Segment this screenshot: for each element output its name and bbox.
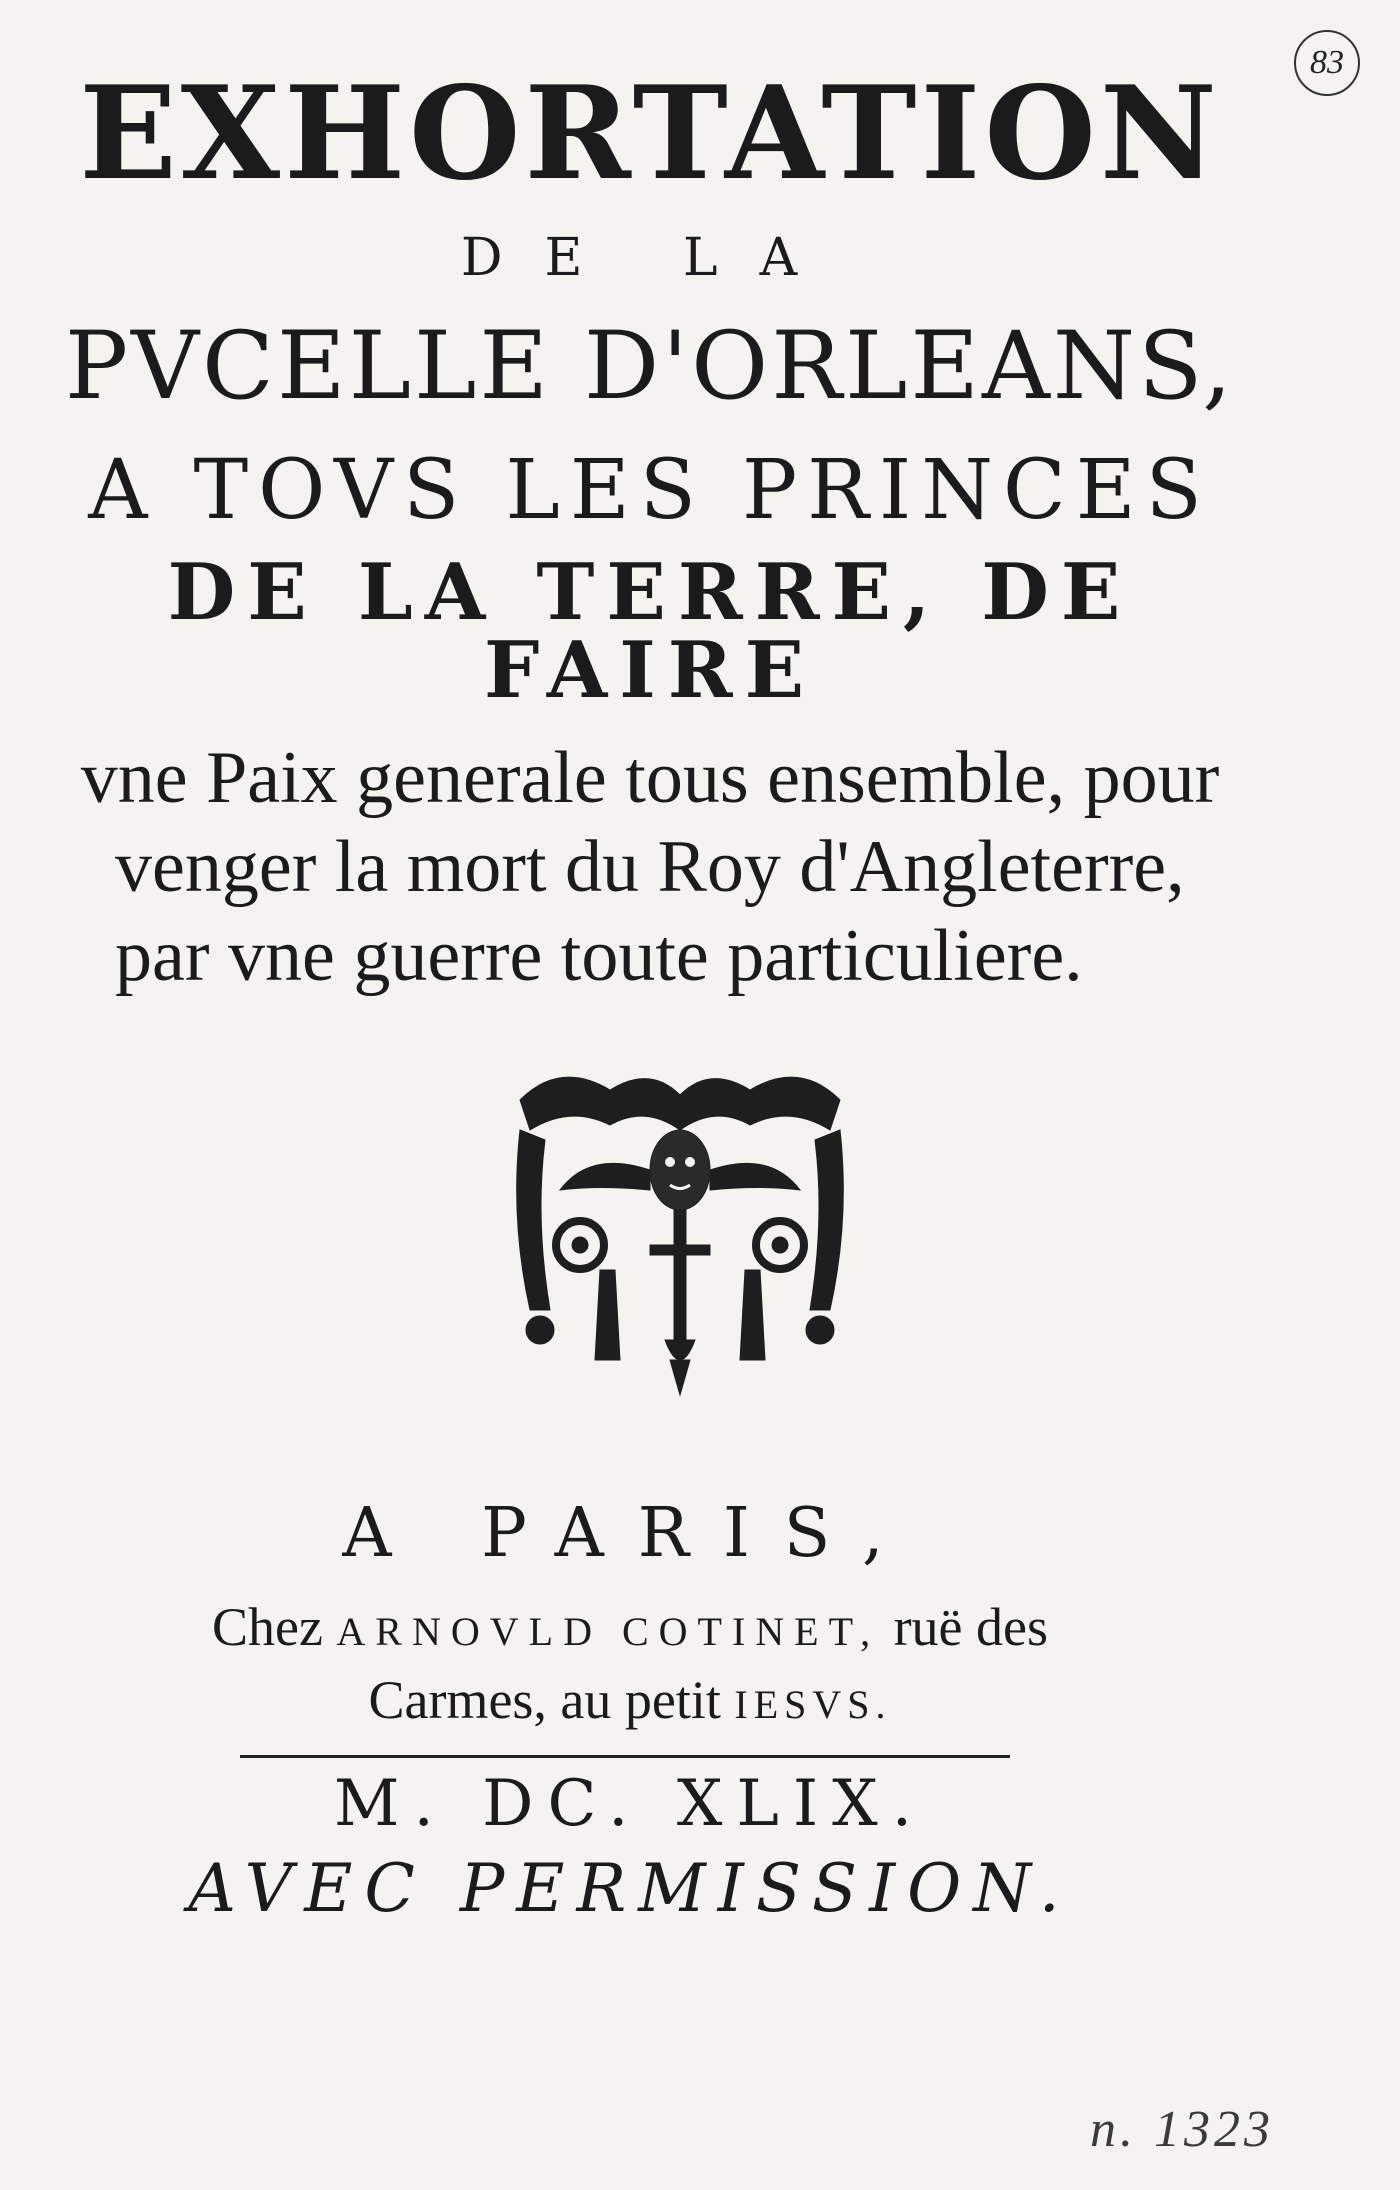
title-block [60, 59, 1240, 1000]
title-line-1: EXHORTATION [79, 59, 1221, 209]
title-line-4: A TOVS LES PRINCES [88, 443, 1212, 538]
title-body-line-2: venger la mort du Roy d'Angleterre, [115, 825, 1185, 908]
imprint-date: M. DC. XLIX. [333, 1766, 927, 1841]
folio-number-text: 83 [1310, 44, 1344, 81]
title-body-line-1: vne Paix generale tous ensemble, pour [80, 737, 1220, 819]
imprint-place: A PARIS, [342, 1494, 918, 1573]
imprint-permission: AVEC PERMISSION. [188, 1849, 1072, 1927]
publisher-suffix: ruë des [893, 1597, 1049, 1657]
shelfmark: n. 1323 [1090, 2101, 1274, 2158]
folio-number [1294, 30, 1360, 96]
title-body [60, 734, 1240, 1000]
title-line-3: PVCELLE D'ORLEANS, [64, 312, 1236, 421]
printers-ornament [500, 1060, 860, 1400]
publisher-prefix: Chez [211, 1597, 323, 1657]
address-sign: IESVS. [734, 1682, 892, 1728]
publisher-name: ARNOVLD COTINET, [336, 1609, 881, 1654]
title-body-line-3: par vne guerre toute particuliere. [115, 914, 1083, 997]
title-line-2: DE LA [460, 228, 840, 288]
title-line-5: DE LA TERRE, DE FAIRE [167, 547, 1133, 716]
imprint-rule [240, 1755, 1010, 1758]
address-main: Carmes, au petit [368, 1670, 721, 1731]
imprint-address-line [120, 1671, 1140, 1730]
imprint-publisher-line [120, 1598, 1140, 1657]
imprint-block [120, 1494, 1140, 1927]
